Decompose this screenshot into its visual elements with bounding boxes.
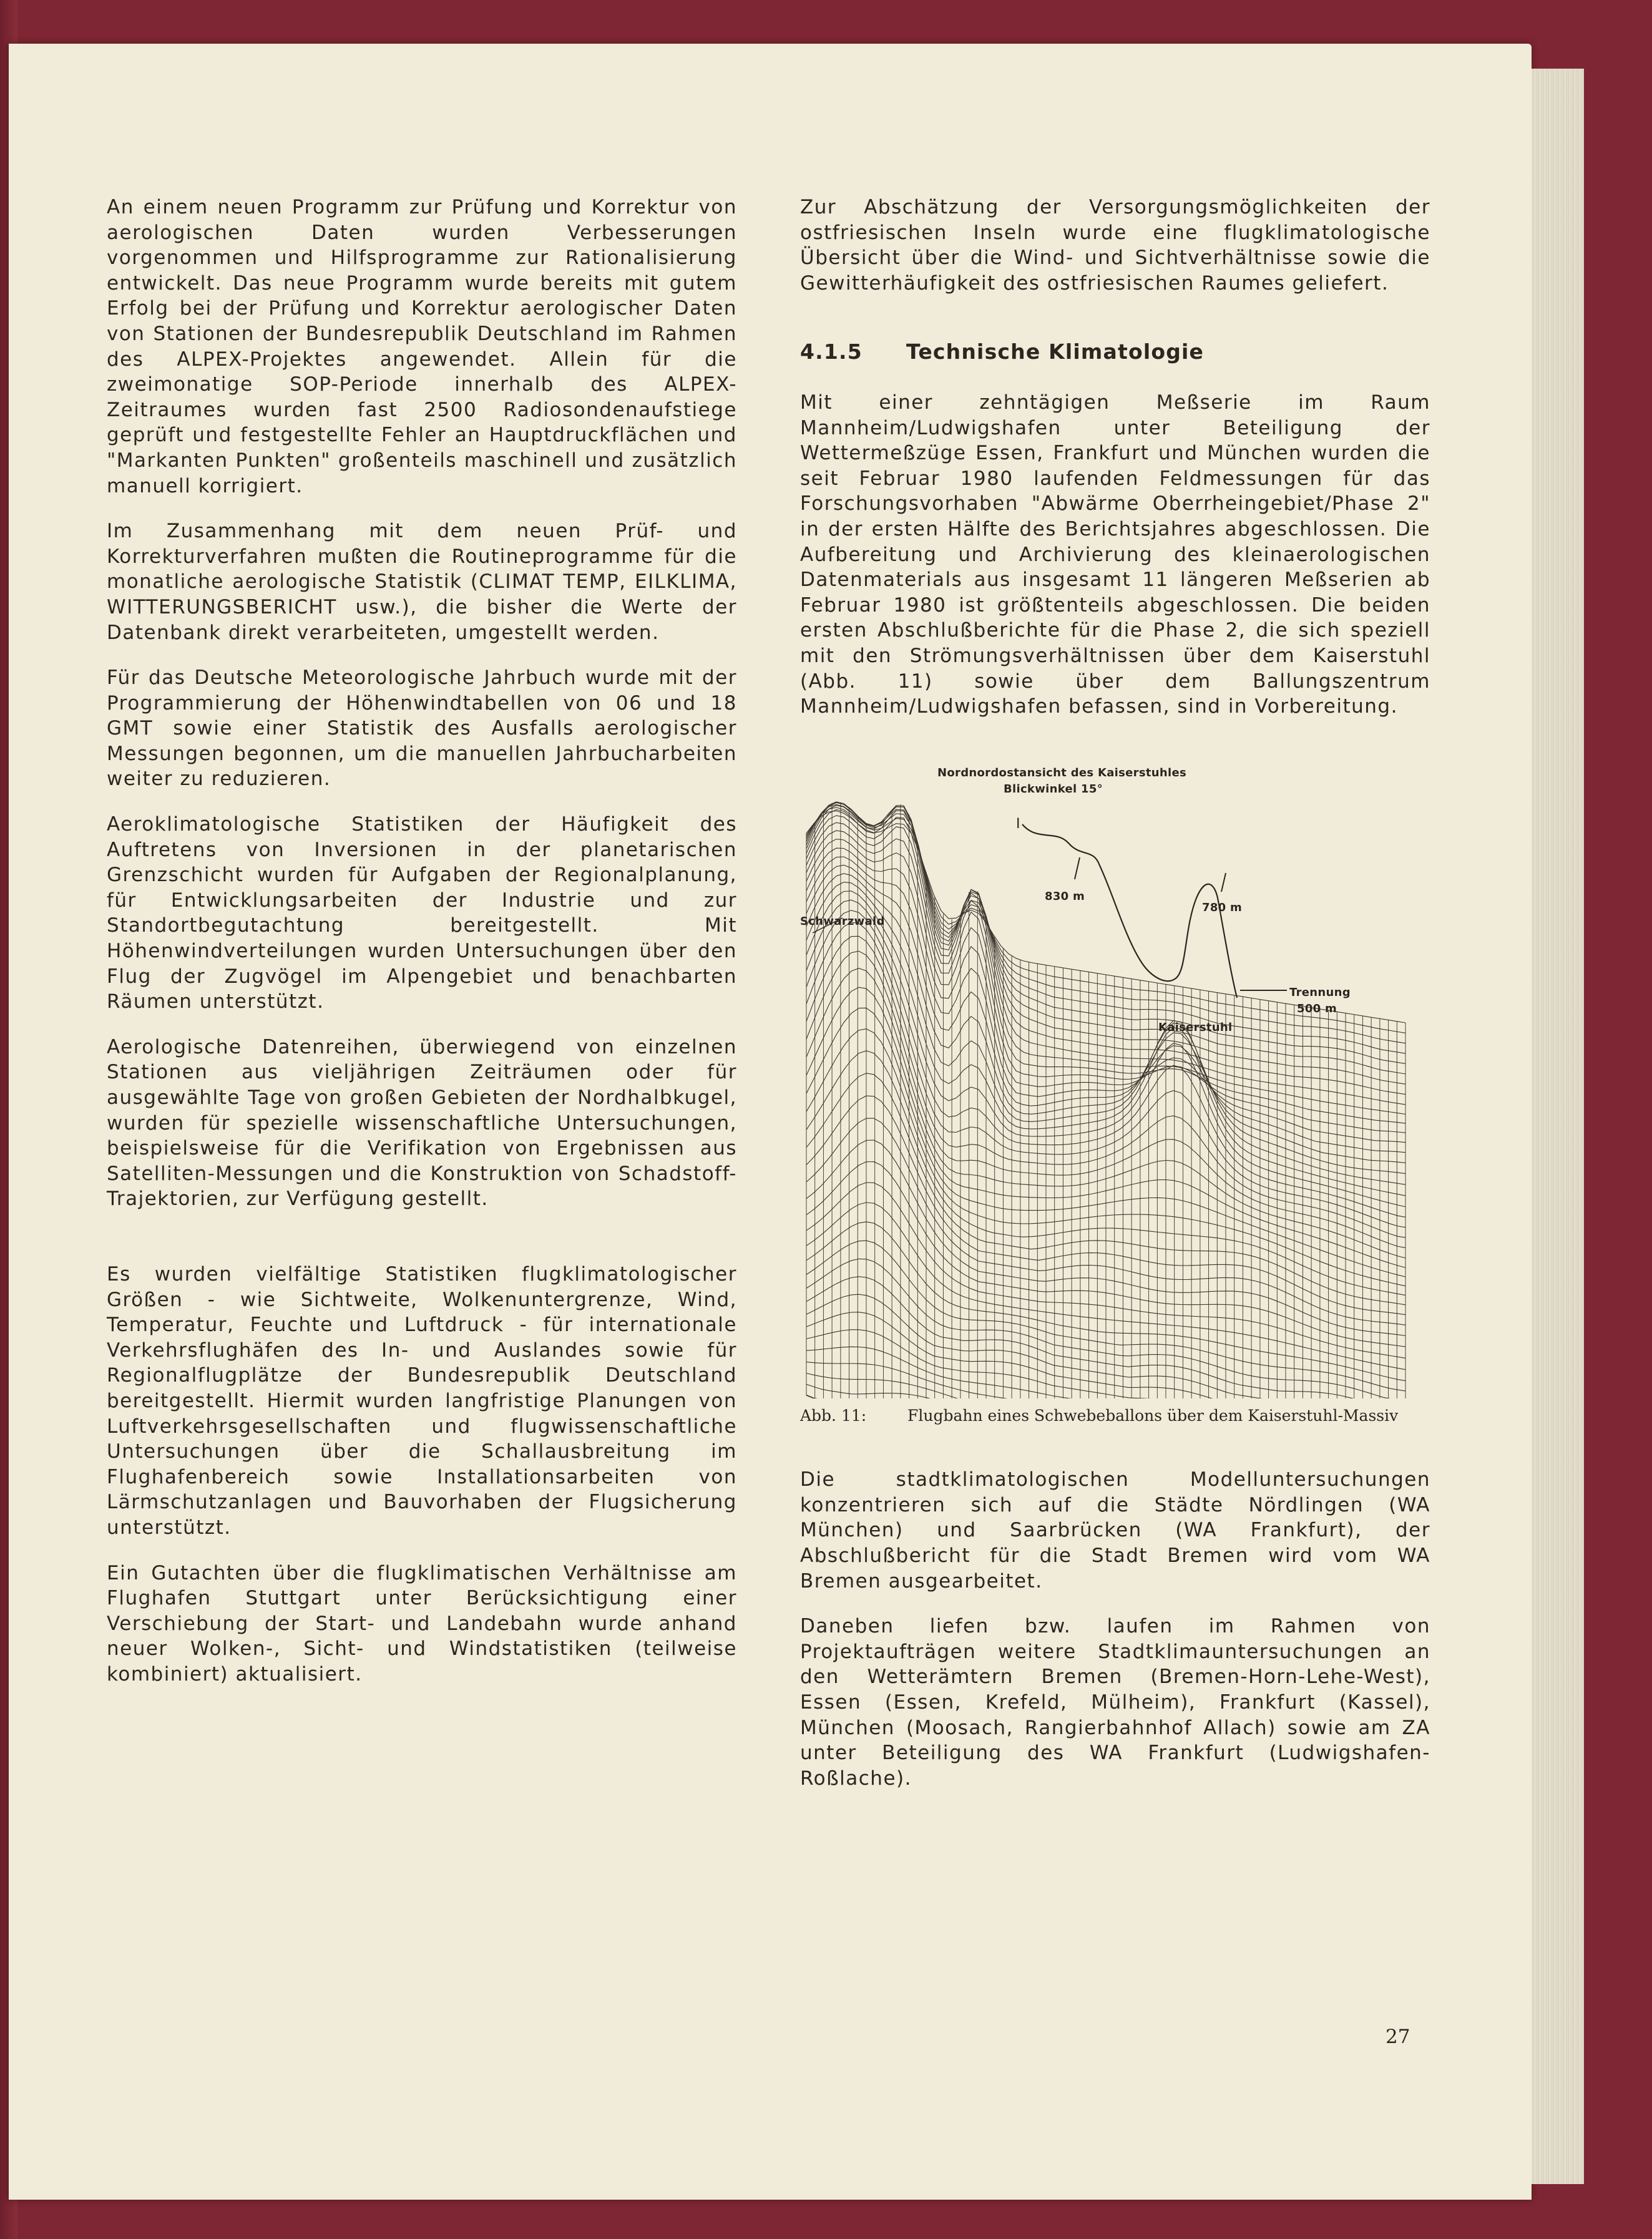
paragraph: Daneben liefen bzw. laufen im Rahmen von Projektaufträgen weitere Stadtklimauntersuchungen an den Wetterämtern Bremen (Bremen-Horn-Lehe-West), Essen (Essen, Krefeld, Mülheim), Frankfurt (Kassel), München (Moosach, Rangierbahnhof Allach) sowie am ZA unter Beteiligung des WA Frankfurt (Ludwigshafen-Roßlache). [800, 1615, 1430, 1790]
arrow-830m [1075, 857, 1080, 879]
label-830m: 830 m [1045, 889, 1085, 903]
section-number: 4.1.5 [800, 339, 863, 364]
label-kaiserstuhl: Kaiserstuhl [1158, 1020, 1233, 1034]
paragraph: Die stadtklimatologischen Modelluntersuchungen konzentrieren sich auf die Städte Nördlingen (WA München) und Saarbrücken (WA Frankfurt), der Abschlußbericht für die Stadt Bremen wird vom WA Bremen ausgearbeitet. [800, 1468, 1430, 1593]
figure-kaiserstuhl [800, 748, 1430, 1398]
caption-text: Flugbahn eines Schwebeballons über dem Kaiserstuhl-Massiv [907, 1406, 1399, 1425]
left-column [107, 195, 737, 1707]
figure-title-line2: Blickwinkel 15° [1004, 782, 1103, 796]
page-number: 27 [1386, 2026, 1410, 2048]
paragraph: Aeroklimatologische Statistiken der Häufigkeit des Auftretens von Inversionen in der planetarischen Grenzschicht wurden für Aufgaben der Regionalplanung, für Entwicklungsarbeiten der Industrie und zur Standortbegutachtung bereitgestellt. Mit Höhenwindverteilungen wurden Untersuchungen über den Flug der Zugvögel im Alpengebiet und benachbarten Räumen unterstützt. [107, 813, 737, 1013]
section-heading [800, 339, 1430, 365]
label-500m: 500 m [1297, 1002, 1337, 1015]
terrain-plot [800, 748, 1430, 1398]
paragraph: Mit einer zehntägigen Meßserie im Raum Mannheim/Ludwigshafen unter Beteiligung der Wettermeßzüge Essen, Frankfurt und München wurden die seit Februar 1980 laufenden Feldmessungen für das Forschungsvorhaben "Abwärme Oberrheingebiet/Phase 2" in der ersten Hälfte des Berichtsjahres abgeschlossen. Die Aufbereitung und Archivierung des kleinaerologischen Datenmaterials aus insgesamt 11 längeren Meßserien ab Februar 1980 ist größtenteils abgeschlossen. Die beiden ersten Abschlußberichte für die Phase 2, die sich speziell mit den Strömungsverhältnissen über dem Kaiserstuhl (Abb. 11) sowie über dem Ballungszentrum Mannheim/Ludwigshafen befassen, sind in Vorbereitung. [800, 391, 1430, 718]
label-trennung: Trennung [1289, 985, 1351, 999]
paragraph: Für das Deutsche Meteorologische Jahrbuch wurde mit der Programmierung der Höhenwindtabellen von 06 und 18 GMT sowie einer Statistik des Ausfalls aerologischer Messungen begonnen, um die manuellen Jahrbucharbeiten weiter zu reduzieren. [107, 666, 737, 791]
page-edges [1532, 69, 1584, 2184]
caption-label: Abb. 11: [800, 1406, 867, 1425]
figure-caption [800, 1403, 1430, 1429]
paragraph: Zur Abschätzung der Versorgungsmöglichkeiten der ostfriesischen Inseln wurde eine flugklimatologische Übersicht über die Wind- und Sichtverhältnisse sowie die Gewitterhäufigkeit des ostfriesischen Raumes geliefert. [800, 196, 1430, 295]
section-title: Technische Klimatologie [906, 339, 1205, 364]
label-780m: 780 m [1202, 900, 1243, 914]
paragraph: Im Zusammenhang mit dem neuen Prüf- und Korrekturverfahren mußten die Routineprogramme für die monatliche aerologische Statistik (CLIMAT TEMP, EILKLIMA, WITTERUNGSBERICHT usw.), die bisher die Werte der Datenbank direkt verarbeiteten, umgestellt werden. [107, 520, 737, 644]
label-schwarzwald: Schwarzwald [800, 914, 885, 928]
paragraph: Ein Gutachten über die flugklimatischen Verhältnisse am Flughafen Stuttgart unter Berücksichtigung einer Verschiebung der Start- und Landebahn wurde anhand neuer Wolken-, Sicht- und Windstatistiken (teilweise kombiniert) aktualisiert. [107, 1561, 737, 1685]
paragraph: An einem neuen Programm zur Prüfung und Korrektur von aerologischen Daten wurden Verbesserungen vorgenommen und Hilfsprogramme zur Rationalisierung entwickelt. Das neue Programm wurde bereits mit gutem Erfolg bei der Prüfung und Korrektur aerologischer Daten von Stationen der Bundesrepublik Deutschland im Rahmen des ALPEX-Projektes angewendet. Allein für die zweimonatige SOP-Periode innerhalb des ALPEX-Zeitraumes wurden fast 2500 Radiosondenaufstiege geprüft und festgestellte Fehler an Hauptdruckflächen und "Markanten Punkten" großenteils maschinell und zusätzlich manuell korrigiert. [107, 196, 737, 497]
right-column [800, 195, 1430, 1811]
paragraph: Aerologische Datenreihen, überwiegend von einzelnen Stationen aus vieljährigen Zeiträumen oder für ausgewählte Tage von großen Gebieten der Nordhalbkugel, wurden für spezielle wissenschaftliche Untersuchungen, beispielsweise für die Verifikation von Ergebnissen aus Satelliten-Messungen und die Konstruktion von Schadstoff-Trajektorien, zur Verfügung gestellt. [107, 1035, 737, 1211]
book-cover-right [1584, 0, 1652, 2239]
paragraph: Es wurden vielfältige Statistiken flugklimatologischer Größen - wie Sichtweite, Wolkenuntergrenze, Wind, Temperatur, Feuchte und Luftdruck - für internationale Verkehrsflughäfen des In- und Auslandes sowie für Regionalflugplätze der Bundesrepublik Deutschland bereitgestellt. Hiermit wurden langfristige Planungen von Luftverkehrsgesellschaften und flugwissenschaftliche Untersuchungen über die Schallausbreitung im Flughafenbereich sowie Installationsarbeiten von Lärmschutzanlagen und Bauvorhaben der Flugsicherung unterstützt. [107, 1262, 737, 1539]
balloon-start-marker: I [1016, 816, 1020, 832]
figure-title-line1: Nordnordostansicht des Kaiserstuhles [937, 766, 1186, 779]
arrow-780m [1221, 873, 1226, 892]
